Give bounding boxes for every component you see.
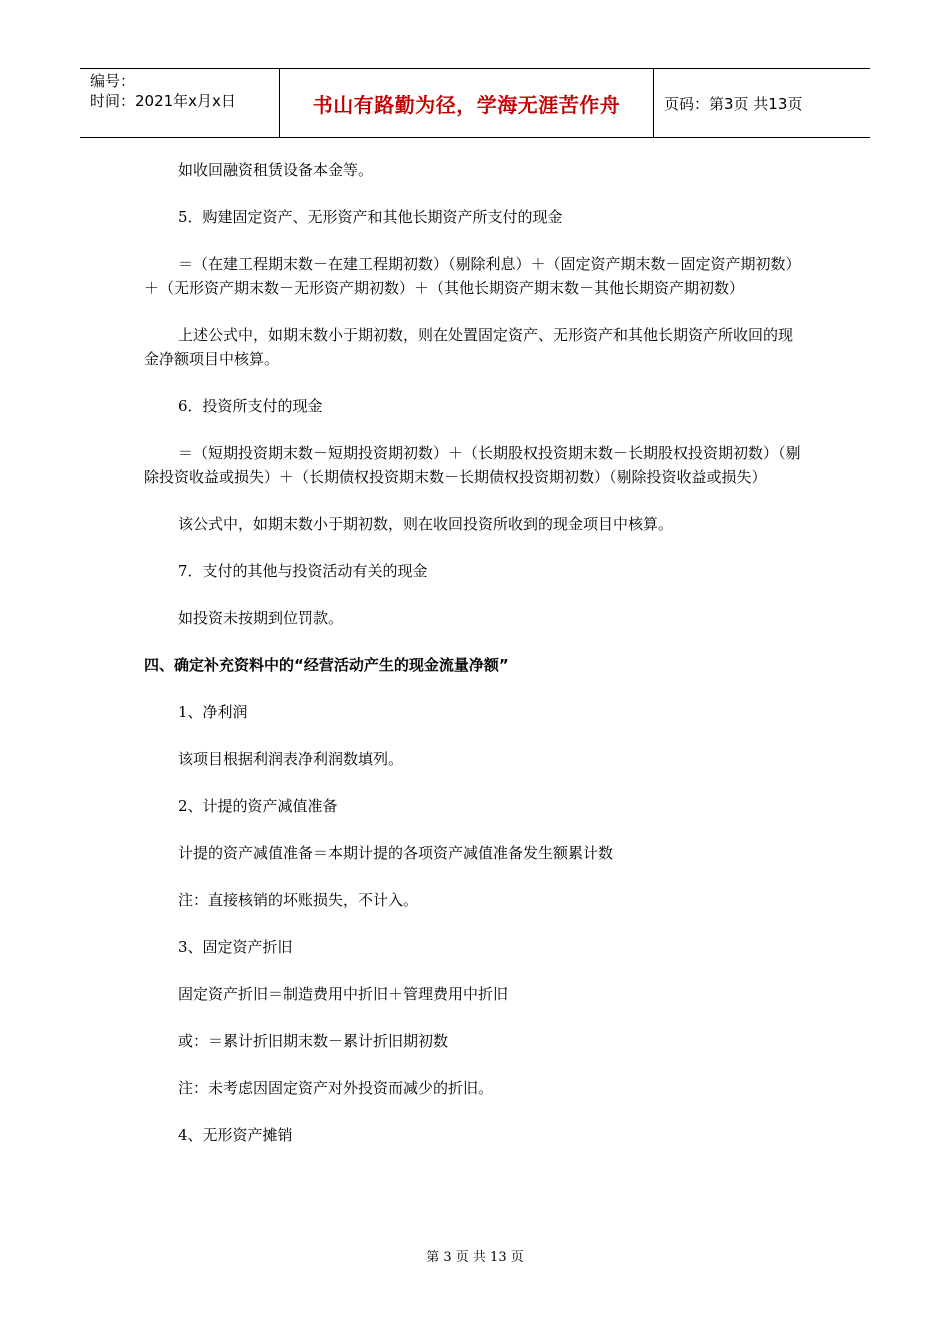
paragraph: 计提的资产减值准备＝本期计提的各项资产减值准备发生额累计数 <box>178 844 614 862</box>
paragraph: 该项目根据利润表净利润数填列。 <box>178 750 404 768</box>
paragraph: 4、无形资产摊销 <box>178 1126 293 1144</box>
paragraph: 或：＝累计折旧期末数－累计折旧期初数 <box>178 1032 449 1050</box>
header-page-number: 页码：第3页 共13页 <box>664 94 803 113</box>
paragraph: 注：未考虑因固定资产对外投资而减少的折旧。 <box>178 1079 494 1097</box>
page-header <box>80 68 870 138</box>
paragraph: 注：直接核销的坏账损失，不计入。 <box>178 891 419 909</box>
document-body <box>144 158 804 1170</box>
paragraph: 1、净利润 <box>178 703 248 721</box>
paragraph: 该公式中，如期末数小于期初数，则在收回投资所收到的现金项目中核算。 <box>178 515 674 533</box>
paragraph: 6．投资所支付的现金 <box>178 397 323 415</box>
paragraph: 2、计提的资产减值准备 <box>178 797 338 815</box>
paragraph: ＝（在建工程期末数－在建工程期初数）（剔除利息）＋（固定资产期末数－固定资产期初数）＋（无形资产期末数－无形资产期初数）＋（其他长期资产期末数－其他长期资产期初数） <box>144 255 801 297</box>
section-heading: 四、确定补充资料中的“经营活动产生的现金流量净额” <box>144 656 509 674</box>
header-motto: 书山有路勤为径，学海无涯苦作舟 <box>280 69 654 137</box>
paragraph: 3、固定资产折旧 <box>178 938 293 956</box>
paragraph: 7．支付的其他与投资活动有关的现金 <box>178 562 428 580</box>
paragraph: 5．购建固定资产、无形资产和其他长期资产所支付的现金 <box>178 208 563 226</box>
code-label: 编号： <box>90 72 136 90</box>
page-footer: 第 3 页 共 13 页 <box>426 1250 524 1265</box>
paragraph: 如收回融资租赁设备本金等。 <box>178 161 374 179</box>
paragraph: 如投资未按期到位罚款。 <box>178 609 344 627</box>
header-meta <box>80 69 280 137</box>
paragraph: 上述公式中，如期末数小于期初数，则在处置固定资产、无形资产和其他长期资产所收回的现金净额项目中核算。 <box>144 326 794 368</box>
time-label: 时间：2021年x月x日 <box>90 92 236 110</box>
paragraph: ＝（短期投资期末数－短期投资期初数）＋（长期股权投资期末数－长期股权投资期初数）（剔除投资收益或损失）＋（长期债权投资期末数－长期债权投资期初数）（剔除投资收益或损失） <box>144 444 801 486</box>
paragraph: 固定资产折旧＝制造费用中折旧＋管理费用中折旧 <box>178 985 509 1003</box>
